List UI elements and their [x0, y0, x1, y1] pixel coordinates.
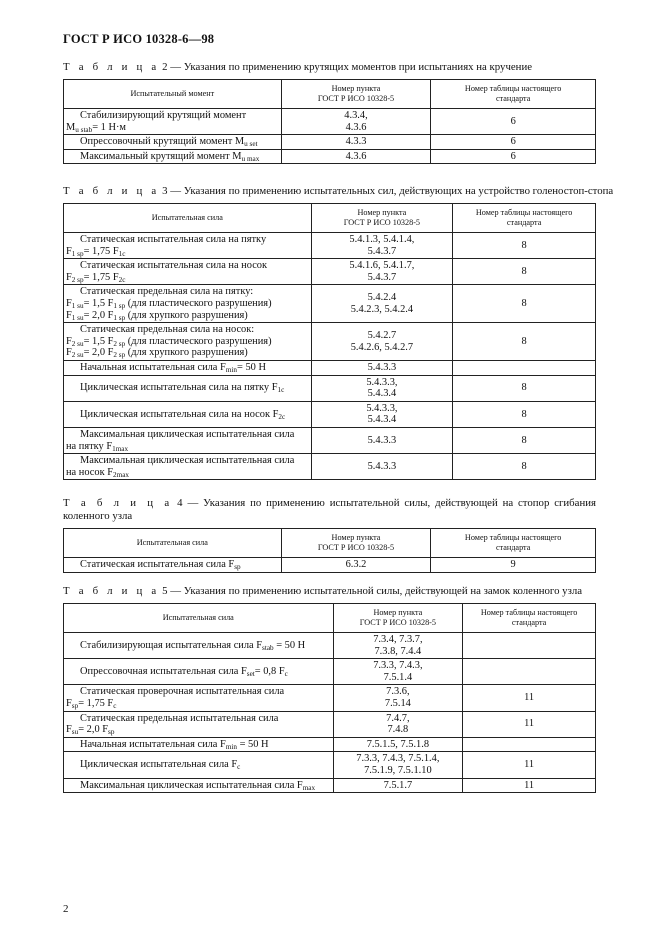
table-5-caption [63, 585, 582, 598]
clause-number-cell [333, 737, 463, 752]
table-number-cell: 11 [463, 778, 596, 793]
table-2 [63, 79, 596, 164]
table-row [64, 233, 596, 259]
clause-number-cell [281, 558, 431, 573]
table-row [64, 685, 596, 711]
clause-number: 5.4.3.4 [367, 388, 397, 400]
clause-number: 5.4.3.3, [366, 402, 398, 414]
description-line: Статическая испытательная сила $F_{sp}$ [80, 559, 241, 571]
clause-number-cell [311, 360, 453, 375]
description-line: Опрессовочный крутящий момент $M_{u set}$ [80, 136, 258, 149]
clause-number: 5.4.3.3, [366, 376, 398, 388]
clause-number: 4.3.4, [344, 110, 368, 121]
force-description-cell [64, 737, 334, 752]
table-row [64, 149, 596, 164]
force-description-cell [64, 375, 312, 401]
table-number-cell: 8 [453, 285, 596, 323]
table-number-cell: 8 [453, 259, 596, 285]
description-line: $F_{su}= 2,0$ $F_{sp}$ [66, 724, 115, 737]
table-number-cell: 8 [453, 401, 596, 427]
force-description-cell [64, 752, 334, 778]
table-number-cell [463, 737, 596, 752]
table-3 [63, 203, 596, 480]
force-description-cell [64, 259, 312, 285]
description-line: Статическая испытательная сила на пятку [80, 234, 267, 245]
column-header: Номер пункта ГОСТ Р ИСО 10328-5 [311, 204, 453, 233]
table-header-row [64, 204, 596, 233]
column-header: Испытательная сила [64, 529, 282, 558]
table-row [64, 711, 596, 737]
table-number-cell: 9 [431, 558, 596, 573]
table-row [64, 285, 596, 323]
table-row [64, 259, 596, 285]
description-line: Стабилизирующий крутящий момент [80, 110, 247, 121]
table-caption-text: — Указания по применению испытательных сил, действующих на устройство голеностоп-стопа [170, 185, 614, 197]
table-2-caption [63, 61, 532, 74]
description-line: $F_{1 su}= 2,0$ $F_{1 sp}$ (для хрупкого разрушения) [66, 309, 248, 322]
clause-number: 7.5.1.7 [383, 779, 413, 791]
table-4-caption [63, 497, 596, 523]
clause-number: 4.3.3 [345, 136, 367, 148]
clause-number: 5.4.3.3 [367, 361, 397, 373]
table-number: 5 [162, 585, 168, 597]
table-number-cell: 11 [463, 685, 596, 711]
clause-number: 4.3.6 [345, 121, 367, 133]
description-line: Максимальный крутящий момент $M_{u max}$ [80, 150, 260, 163]
force-description-cell [64, 659, 334, 685]
table-number-cell: 6 [431, 135, 596, 150]
description-line: $F_{2 su}= 1,5$ $F_{2 sp}$ (для пластического разрушения) [66, 335, 272, 348]
table-number-cell [453, 360, 596, 375]
column-header: Номер таблицы настоящего стандарта [463, 604, 596, 633]
table-header-row [64, 529, 596, 558]
table-number-cell: 8 [453, 427, 596, 453]
force-description-cell [64, 711, 334, 737]
table-header-row [64, 80, 596, 109]
force-description-cell [64, 109, 282, 135]
table-number-cell: 8 [453, 375, 596, 401]
table-row [64, 375, 596, 401]
clause-number: 7.5.1.5, 7.5.1.8 [366, 738, 430, 750]
description-line: $M_{u stab}= 1$ Н·м [66, 121, 127, 134]
table-number-cell: 11 [463, 752, 596, 778]
clause-number: 5.4.3.7 [367, 245, 397, 257]
force-description-cell [64, 558, 282, 573]
description-line: $F_{2 su}= 2,0$ $F_{2 sp}$ (для хрупкого разрушения) [66, 347, 248, 360]
clause-number: 5.4.3.3 [367, 460, 397, 472]
description-line: Статическая предельная сила на носок: [80, 324, 255, 336]
clause-number: 5.4.2.3, 5.4.2.4 [350, 303, 414, 315]
description-line: $F_{sp}= 1,75$ $F_c$ [66, 697, 117, 710]
clause-number: 7.5.1.9, 7.5.1.10 [364, 764, 432, 776]
clause-number-cell [311, 454, 453, 480]
clause-number: 5.4.3.3 [367, 434, 397, 446]
document-title: ГОСТ Р ИСО 10328-6—98 [63, 32, 215, 46]
table-caption-text: — Указания по применению испытательной силы, действующей на замок коленного узла [170, 585, 583, 597]
column-header: Номер таблицы настоящего стандарта [431, 80, 596, 109]
description-line: Максимальная циклическая испытательная сила $F_{max}$ [80, 779, 316, 792]
clause-number: 7.3.3, 7.4.3, 7.5.1.4, [356, 753, 440, 765]
clause-number-cell [281, 149, 431, 164]
table-row [64, 135, 596, 150]
clause-number: 7.4.7, [386, 712, 410, 724]
table-caption-text: — Указания по применению крутящих моментов при испытаниях на кручение [170, 61, 533, 73]
clause-number: 7.3.6, [386, 686, 410, 698]
force-description-cell [64, 149, 282, 164]
table-number-cell [463, 633, 596, 659]
table-4 [63, 528, 596, 573]
clause-number: 4.3.6 [345, 150, 367, 162]
table-number-cell: 6 [431, 149, 596, 164]
clause-number: 7.3.4, 7.3.7, [373, 634, 423, 645]
clause-number: 5.4.2.6, 5.4.2.7 [350, 341, 414, 353]
clause-number: 5.4.3.4 [367, 414, 397, 426]
force-description-cell [64, 685, 334, 711]
table-row [64, 659, 596, 685]
table-caption-text: — Указания по применению испытательной силы, действующей на стопор сгибания коленного узла [63, 497, 596, 522]
clause-number-cell [311, 401, 453, 427]
table-row [64, 109, 596, 135]
description-line: на пятку $F_{1max}$ [66, 440, 129, 453]
column-header: Испытательная сила [64, 204, 312, 233]
table-row [64, 427, 596, 453]
clause-number-cell [333, 633, 463, 659]
clause-number-cell [333, 659, 463, 685]
table-row [64, 360, 596, 375]
clause-number-cell [311, 323, 453, 361]
clause-number: 7.4.8 [387, 724, 409, 736]
table-header-row [64, 604, 596, 633]
clause-number: 5.4.2.7 [367, 329, 397, 341]
clause-number: 6.3.2 [345, 559, 367, 570]
clause-number-cell [281, 109, 431, 135]
table-row [64, 558, 596, 573]
table-row [64, 752, 596, 778]
table-number-cell: 6 [431, 109, 596, 135]
table-number: 4 [177, 497, 183, 509]
force-description-cell [64, 427, 312, 453]
clause-number-cell [281, 135, 431, 150]
description-line: Статическая проверочная испытательная сила [80, 686, 285, 698]
force-description-cell [64, 233, 312, 259]
description-line: Стабилизирующая испытательная сила $F_{stab} = 50$ Н [80, 639, 306, 652]
force-description-cell [64, 360, 312, 375]
description-line: $F_{2 sp}= 1,75$ $F_{2c}$ [66, 271, 126, 284]
description-line: Циклическая испытательная сила на носок $F_{2c}$ [80, 408, 286, 421]
clause-number-cell [333, 778, 463, 793]
force-description-cell [64, 135, 282, 150]
table-row [64, 401, 596, 427]
description-line: Начальная испытательная сила $F_{min}= 50$ Н [80, 361, 266, 374]
clause-number-cell [311, 375, 453, 401]
description-line: Начальная испытательная сила $F_{min} = 50$ Н [80, 738, 269, 751]
table-row [64, 778, 596, 793]
column-header: Номер пункта ГОСТ Р ИСО 10328-5 [333, 604, 463, 633]
clause-number-cell [311, 427, 453, 453]
force-description-cell [64, 778, 334, 793]
table-number-cell: 11 [463, 711, 596, 737]
column-header: Номер таблицы настоящего стандарта [453, 204, 596, 233]
description-line: Максимальная циклическая испытательная сила [80, 455, 295, 467]
column-header: Номер пункта ГОСТ Р ИСО 10328-5 [281, 529, 431, 558]
clause-number: 7.3.3, 7.4.3, [373, 660, 423, 672]
column-header: Номер пункта ГОСТ Р ИСО 10328-5 [281, 80, 431, 109]
clause-number: 7.5.14 [384, 697, 411, 709]
clause-number-cell [333, 685, 463, 711]
table-number-cell: 8 [453, 454, 596, 480]
force-description-cell [64, 454, 312, 480]
table-row [64, 633, 596, 659]
clause-number-cell [333, 711, 463, 737]
description-line: Циклическая испытательная сила $F_c$ [80, 759, 241, 772]
clause-number-cell [311, 259, 453, 285]
table-number-cell: 8 [453, 233, 596, 259]
table-number-cell: 8 [453, 323, 596, 361]
clause-number: 7.3.8, 7.4.4 [374, 645, 422, 657]
description-line: Максимальная циклическая испытательная сила [80, 428, 295, 440]
description-line: Статическая испытательная сила на носок [80, 260, 268, 272]
clause-number-cell [311, 233, 453, 259]
table-label: Т а б л и ц а [63, 61, 160, 73]
clause-number: 7.5.1.4 [383, 671, 413, 683]
description-line: $F_{1 su}= 1,5$ $F_{1 sp}$ (для пластического разрушения) [66, 297, 272, 310]
description-line: $F_{1 sp}= 1,75$ $F_{1c}$ [66, 245, 126, 258]
force-description-cell [64, 401, 312, 427]
table-5 [63, 603, 596, 793]
column-header: Испытательная сила [64, 604, 334, 633]
page-number: 2 [63, 903, 69, 915]
table-row [64, 737, 596, 752]
description-line: Опрессовочная испытательная сила $F_{set}= 0,8$ $F_c$ [80, 665, 288, 678]
clause-number-cell [333, 752, 463, 778]
force-description-cell [64, 323, 312, 361]
force-description-cell [64, 633, 334, 659]
description-line: на носок $F_{2max}$ [66, 466, 129, 479]
table-row [64, 454, 596, 480]
table-label: Т а б л и ц а [63, 497, 173, 509]
table-label: Т а б л и ц а [63, 585, 160, 597]
table-row [64, 323, 596, 361]
table-3-caption [63, 185, 613, 198]
force-description-cell [64, 285, 312, 323]
clause-number-cell [311, 285, 453, 323]
table-label: Т а б л и ц а [63, 185, 160, 197]
clause-number: 5.4.1.3, 5.4.1.4, [349, 234, 415, 245]
column-header: Номер таблицы настоящего стандарта [431, 529, 596, 558]
description-line: Статическая предельная испытательная сила [80, 712, 279, 724]
clause-number: 5.4.3.7 [367, 271, 397, 283]
table-number: 3 [162, 185, 168, 197]
clause-number: 5.4.1.6, 5.4.1.7, [349, 260, 415, 272]
clause-number: 5.4.2.4 [367, 292, 397, 304]
table-number-cell [463, 659, 596, 685]
description-line: Статическая предельная сила на пятку: [80, 286, 254, 298]
column-header: Испытательный момент [64, 80, 282, 109]
table-number: 2 [162, 61, 168, 73]
description-line: Циклическая испытательная сила на пятку $F_{1c}$ [80, 382, 285, 395]
